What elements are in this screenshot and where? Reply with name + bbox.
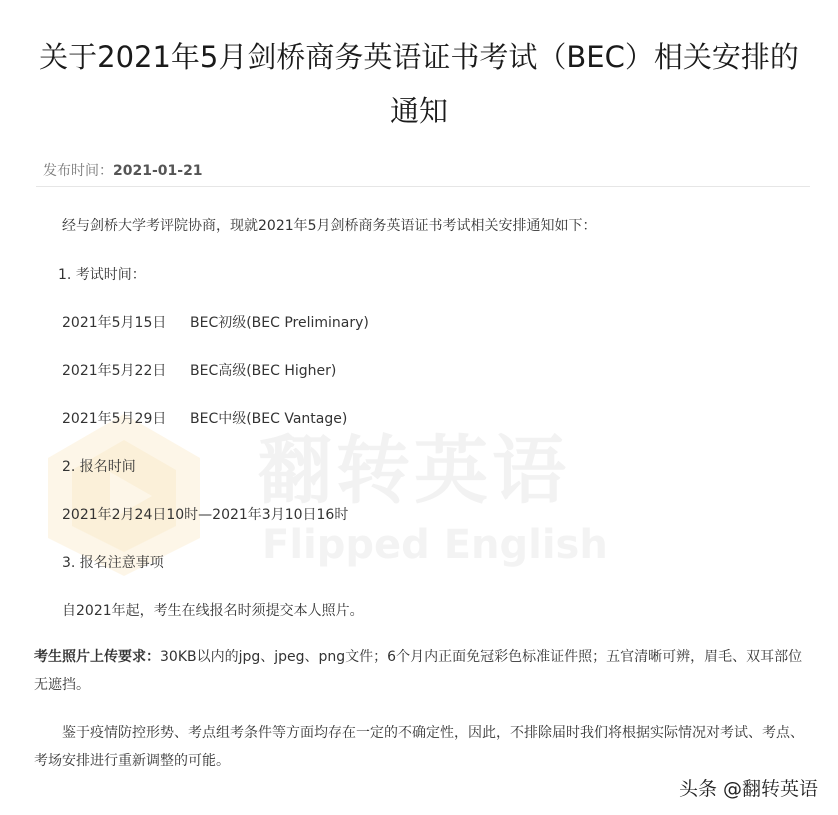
registration-period: 2021年2月24日10时—2021年3月10日16时 — [62, 507, 349, 523]
section-2-heading: 2. 报名时间 — [62, 459, 136, 475]
schedule-level: BEC中级(BEC Vantage) — [190, 411, 348, 427]
schedule-row — [62, 312, 369, 332]
photo-req-label: 考生照片上传要求： — [34, 649, 160, 665]
meta-divider — [36, 186, 810, 187]
intro-paragraph: 经与剑桥大学考评院协商，现就2021年5月剑桥商务英语证书考试相关安排通知如下： — [62, 218, 597, 234]
schedule-level: BEC高级(BEC Higher) — [190, 363, 337, 379]
schedule-row — [62, 360, 336, 380]
watermark-english: Flipped English — [262, 522, 608, 568]
photo-requirements — [34, 643, 814, 699]
schedule-row — [62, 408, 347, 428]
source-tag: 头条 @翻转英语 — [678, 778, 818, 800]
photo-notice: 自2021年起，考生在线报名时须提交本人照片。 — [62, 603, 364, 619]
schedule-date: 2021年5月15日 — [62, 315, 167, 331]
section-1-heading: 1. 考试时间： — [58, 267, 146, 283]
section-3-heading: 3. 报名注意事项 — [62, 555, 164, 571]
closing-paragraph: 鉴于疫情防控形势、考点组考条件等方面均存在一定的不确定性，因此，不排除届时我们将根据实际情况对考试、考点、考场安排进行重新调整的可能。 — [34, 725, 804, 769]
schedule-date: 2021年5月22日 — [62, 363, 167, 379]
schedule-date: 2021年5月29日 — [62, 411, 167, 427]
publish-date: 2021-01-21 — [113, 163, 203, 179]
publish-meta — [43, 160, 203, 180]
watermark-chinese: 翻转英语 — [258, 428, 570, 514]
publish-label: 发布时间： — [43, 163, 113, 179]
photo-req-text: 30KB以内的jpg、jpeg、png文件；6个月内正面免冠彩色标准证件照；五官清晰可辨，眉毛、双耳部位无遮挡。 — [34, 649, 803, 693]
schedule-level: BEC初级(BEC Preliminary) — [190, 315, 369, 331]
article-title: 关于2021年5月剑桥商务英语证书考试（BEC）相关安排的通知 — [39, 40, 799, 128]
